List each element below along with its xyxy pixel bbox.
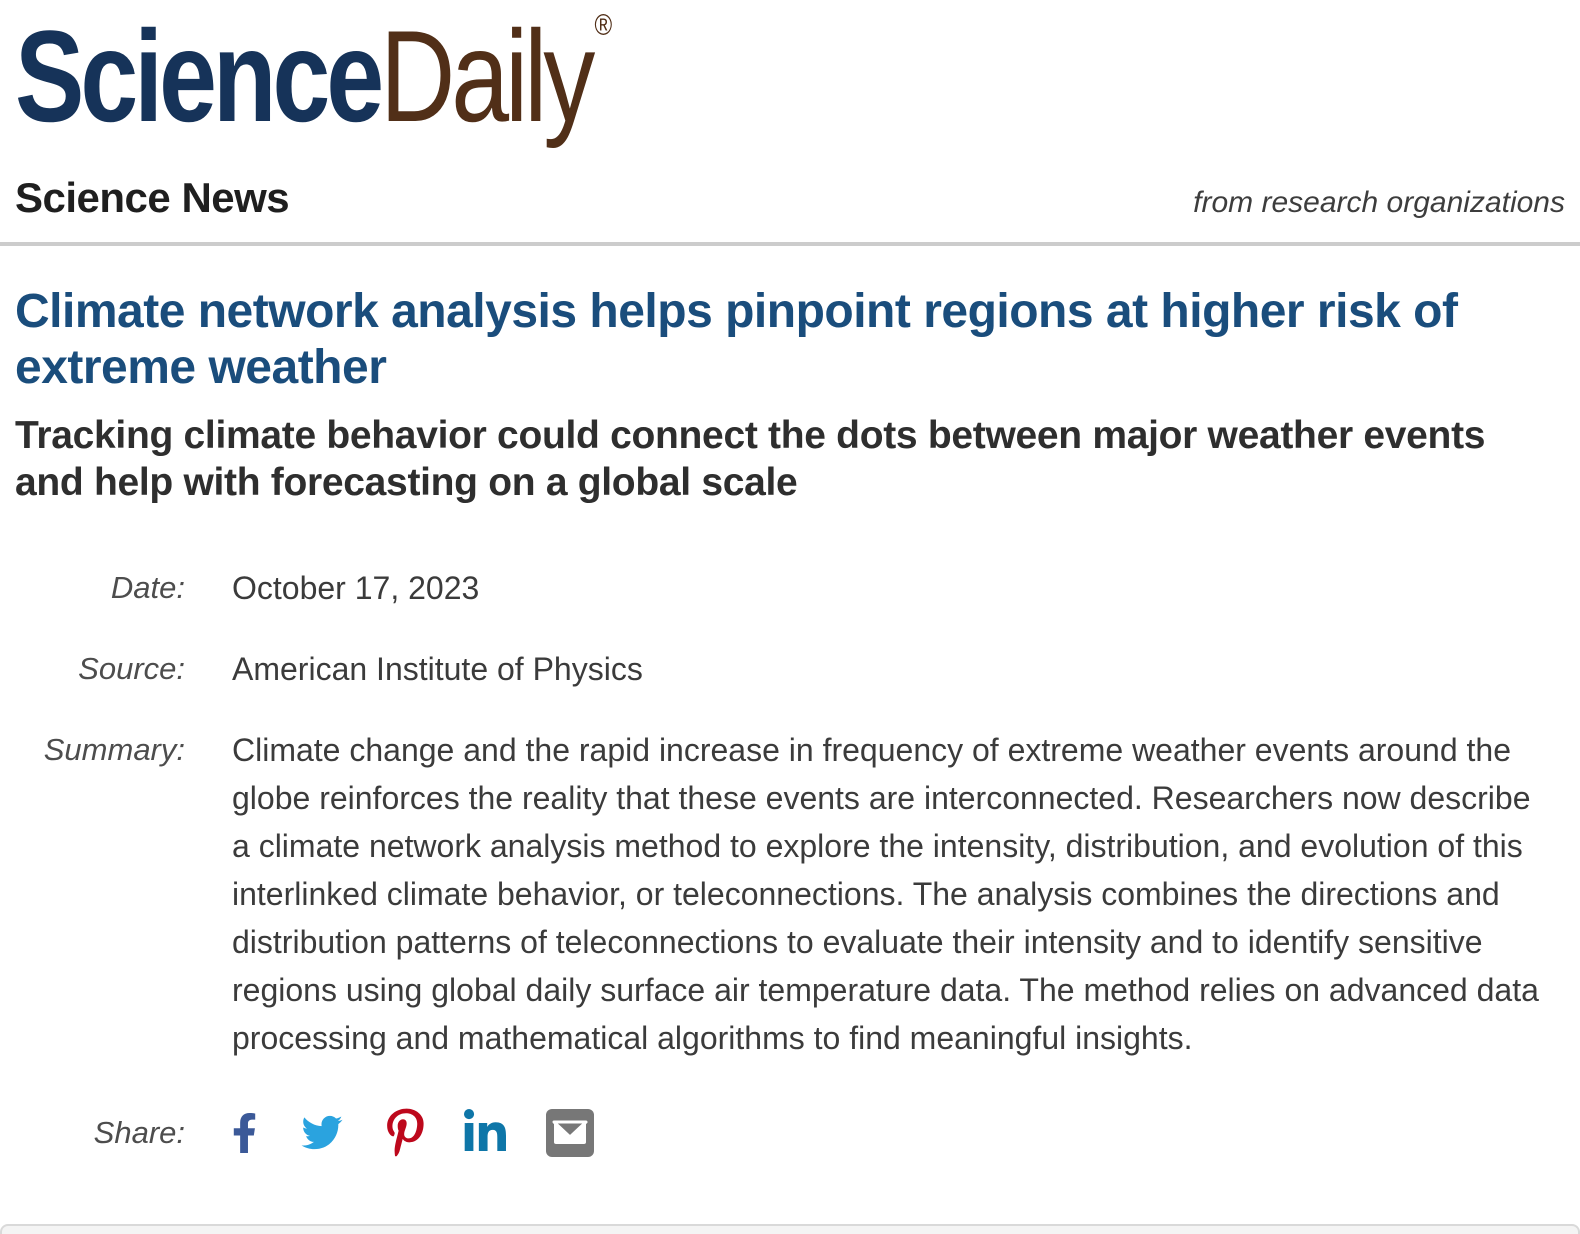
summary-label: Summary: [43, 732, 185, 768]
share-icons [232, 1108, 1565, 1157]
logo-science-text: Science [15, 3, 381, 149]
sciencedaily-logo-text [15, 4, 612, 150]
twitter-share-button[interactable] [297, 1112, 347, 1153]
email-share-button[interactable] [546, 1109, 594, 1157]
facebook-icon [232, 1109, 257, 1157]
logo-daily-text: Daily [380, 3, 592, 149]
next-section-edge [0, 1224, 1580, 1234]
pinterest-icon [387, 1108, 424, 1157]
date-value: October 17, 2023 [232, 570, 480, 607]
section-header [15, 174, 1565, 222]
divider [0, 242, 1580, 246]
share-label: Share: [93, 1114, 185, 1150]
twitter-icon [297, 1112, 347, 1153]
share-row [15, 1108, 1565, 1157]
facebook-share-button[interactable] [232, 1109, 257, 1157]
summary-value: Climate change and the rapid increase in frequency of extreme weather events around the globe reinforces the reality that these events are interconnected. Researchers now describe a climate network analysis method to explore the intensity, distribution, and evolution of this interlinked climate behavior, or teleconnections. The analysis combines the directions and distribution patterns of teleconnections to evaluate their intensity and to identify sensitive regions using global daily surface air temperature data. The method relies on advanced data processing and mathematical algorithms to find meaningful insights. [232, 732, 1539, 1057]
linkedin-icon [464, 1109, 506, 1157]
section-tagline: from research organizations [1193, 185, 1565, 219]
sciencedaily-logo[interactable] [15, 0, 1565, 150]
date-label: Date: [110, 570, 185, 606]
article-meta [15, 564, 1565, 1062]
email-icon [546, 1109, 594, 1157]
pinterest-share-button[interactable] [387, 1108, 424, 1157]
source-value: American Institute of Physics [232, 651, 643, 688]
linkedin-share-button[interactable] [464, 1109, 506, 1157]
registered-trademark-symbol: ® [594, 9, 613, 42]
source-label: Source: [78, 651, 185, 687]
article-subtitle: Tracking climate behavior could connect the dots between major weather events and help with forecasting on a global scale [15, 413, 1486, 504]
article-title: Climate network analysis helps pinpoint regions at higher risk of extreme weather [15, 284, 1458, 395]
section-title: Science News [15, 173, 290, 221]
